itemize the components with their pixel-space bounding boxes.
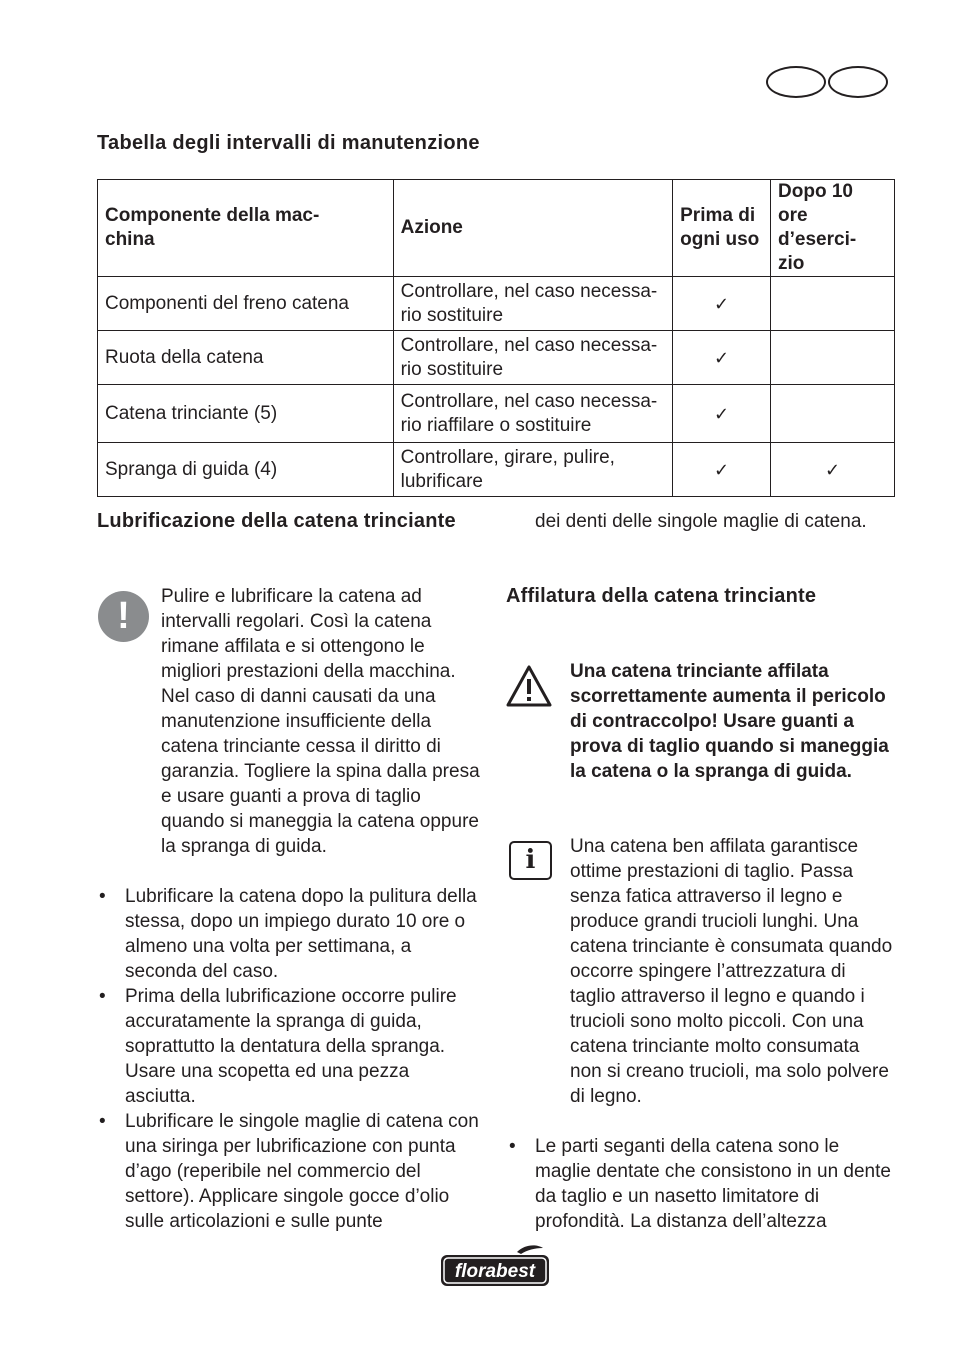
table-row	[98, 277, 895, 331]
language-indicator	[766, 66, 890, 100]
sharpening-bullets	[507, 1134, 892, 1234]
cell-component: Ruota della catena	[98, 331, 394, 385]
cell-action: Controllare, nel caso necessa- rio sostituire	[393, 331, 673, 385]
cell-after-10h	[771, 385, 895, 443]
cell-after-10h: ✓	[771, 443, 895, 497]
cell-component: Componenti del freno catena	[98, 277, 394, 331]
list-item: • Lubrificare la catena dopo la pulitura della stessa, dopo un impiego durato 10 ore o almeno una volta per settimana, a seconda del caso.	[97, 884, 483, 984]
lubrication-title: Lubrificazione della catena trinciante	[97, 510, 456, 532]
sharpening-title: Affilatura della catena trinciante	[506, 585, 817, 607]
table-title: Tabella degli intervalli di manutenzione	[97, 132, 480, 154]
table-row	[98, 331, 895, 385]
logo-text: florabest	[454, 1261, 536, 1282]
cell-before-use: ✓	[673, 277, 771, 331]
cell-before-use: ✓	[673, 385, 771, 443]
list-item: • Le parti seganti della catena sono le maglie dentate che consistono in un dente da taglio e un nasetto limitatore di profondità. La distanza dell’altezza	[507, 1134, 892, 1234]
language-oval-right	[828, 66, 888, 98]
info-icon: i	[509, 841, 552, 880]
cell-action: Controllare, girare, pulire, lubrificare	[393, 443, 673, 497]
lubrication-continuation: dei denti delle singole maglie di catena.	[535, 511, 867, 532]
florabest-logo	[439, 1244, 551, 1290]
exclamation-circle-icon: !	[98, 591, 149, 642]
cell-component: Catena trinciante (5)	[98, 385, 394, 443]
language-oval-left	[766, 66, 826, 98]
table-row	[98, 443, 895, 497]
sharpening-warning: Una catena trinciante affilata scorrettamente aumenta il pericolo di contraccolpo! Usare guanti a prova di taglio quando si maneggia la catena o la spranga di guida.	[570, 661, 889, 782]
header-before-use: Prima di ogni uso	[673, 180, 771, 277]
cell-component: Spranga di guida (4)	[98, 443, 394, 497]
list-item: • Prima della lubrificazione occorre pulire accuratamente la spranga di guida, soprattutto la dentatura della spranga. Usare una scopetta ed una pezza asciutta.	[97, 984, 483, 1109]
table-header-row	[98, 180, 895, 277]
maintenance-table	[97, 179, 895, 497]
sharpening-info: Una catena ben affilata garantisce ottime prestazioni di taglio. Passa senza fatica attraverso il legno e produce grandi trucioli lunghi. Una catena trinciante è consumata quando occorre spingere l’attrezzatura di taglio attraverso il legno e quando i trucioli sono molto piccoli. Con una catena trinciante molto consumata non si creano trucioli, ma solo polvere di legno.	[570, 836, 893, 1107]
cell-before-use: ✓	[673, 331, 771, 385]
cell-after-10h	[771, 331, 895, 385]
warning-triangle-icon	[505, 664, 553, 708]
cell-before-use: ✓	[673, 443, 771, 497]
header-component: Componente della mac- china	[98, 180, 394, 277]
cell-after-10h	[771, 277, 895, 331]
header-after-10h: Dopo 10 ore d’eserci- zio	[771, 180, 895, 277]
lubrication-note: Pulire e lubrificare la catena ad intervalli regolari. Così la catena rimane affilata e si ottengono le migliori prestazioni della macchina. Nel caso di danni causati da una manutenzione insufficiente della catena trinciante cessa il diritto di garanzia. Togliere la spina dalla presa e usare guanti a prova di taglio quando si maneggia la catena oppure la spranga di guida.	[161, 586, 480, 857]
cell-action: Controllare, nel caso necessa- rio sostituire	[393, 277, 673, 331]
table-row	[98, 385, 895, 443]
header-action: Azione	[393, 180, 673, 277]
lubrication-bullets	[97, 884, 483, 1234]
list-item: • Lubrificare le singole maglie di catena con una siringa per lubrificazione con punta d’ago (reperibile nel commercio del settore). Applicare singole gocce d’olio sulle articolazioni e sulle punte	[97, 1109, 483, 1234]
cell-action: Controllare, nel caso necessa- rio riaffilare o sostituire	[393, 385, 673, 443]
